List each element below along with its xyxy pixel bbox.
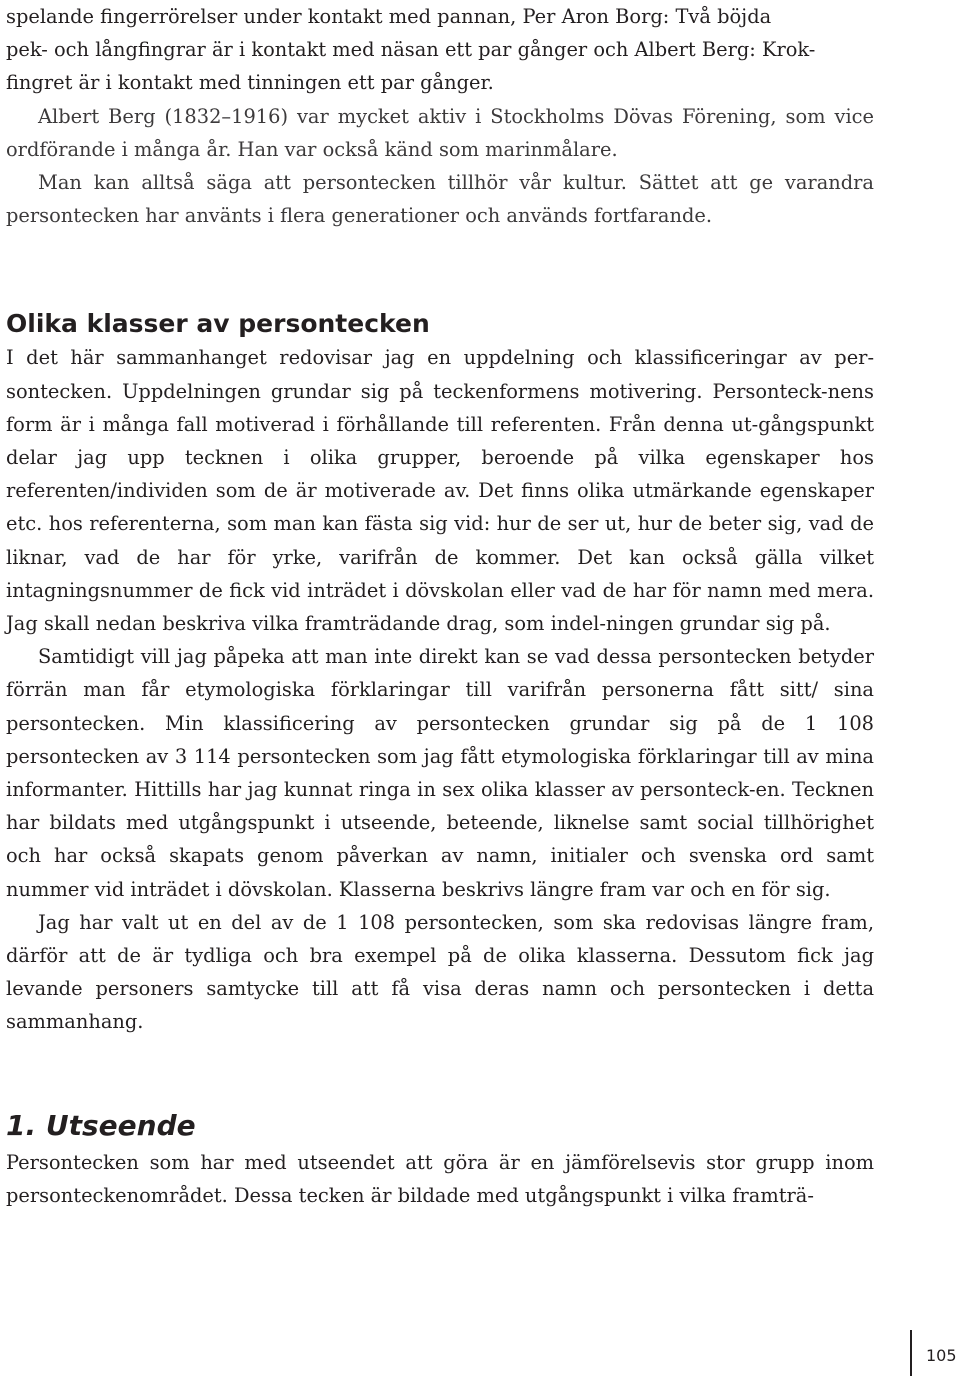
intro-paragraph <box>6 0 874 100</box>
footer-rule <box>910 1330 912 1376</box>
section-paragraph-2: Samtidigt vill jag påpeka att man inte direkt kan se vad dessa persontecken betyder förrän man får etymologiska förklaringar till varifrån personerna fått sitt/ sina persontecken. Min klassificering av persontecken grundar sig på de 1 108 persontecken av 3 114 persontecken som jag fått etymologiska förklaringar till av mina informanter. Hittills har jag kunnat ringa in sex olika klasser av personteck-en. Tecknen har bildats med utgångspunkt i utseende, beteende, liknelse samt social tillhörighet och har också skapats genom påverkan av namn, initialer och svenska ord samt nummer vid inträdet i dövskolan. Klasserna beskrivs längre fram var och en för sig. <box>6 645 874 901</box>
culture-paragraph: Man kan alltså säga att persontecken tillhör vår kultur. Sättet att ge varandra persontecken har använts i flera generationer och används fortfarande. <box>6 171 874 228</box>
section-heading: Olika klasser av persontecken <box>6 309 430 339</box>
document-page <box>6 0 874 1212</box>
footnote-paragraph: Albert Berg (1832–1916) var mycket aktiv i Stockholms Dövas Förening, som vice ordförande i många år. Han var också känd som marinmålare. <box>6 104 874 161</box>
section-paragraph-1: I det här sammanhanget redovisar jag en uppdelning och klassificeringar av per-sontecken. Uppdelningen grundar sig på teckenformens motivering. Personteck-nens form är i många fall motiverad i förhållande till referenten. Från denna ut-gångspunkt delar jag upp tecknen i olika grupper, beroende på vilka egenskaper hos referenten/individen som de är motiverade av. Det finns olika utmärkande egenskaper etc. hos referenterna, som man kan fästa sig vid: hur de ser ut, hur de beter sig, vad de liknar, vad de har för yrke, varifrån de kommer. Det kan också gälla vilket intagningsnummer de fick vid inträdet i dövskolan eller vad de har för namn med mera. Jag skall nedan beskriva vilka framträdande drag, som indel-ningen grundar sig på. <box>6 346 874 636</box>
section-paragraph-3: Jag har valt ut en del av de 1 108 persontecken, som ska redovisas längre fram, därför att de är tydliga och bra exempel på de olika klasserna. Dessutom fick jag levande personers samtycke till att få visa deras namn och persontecken i detta sammanhang. <box>6 910 874 1034</box>
intro-line-3: fingret är i kontakt med tinningen ett par gånger. <box>6 71 494 95</box>
page-footer <box>910 1330 960 1378</box>
subsection-paragraph: Persontecken som har med utseendet att göra är en jämförelsevis stor grupp inom personteckenområdet. Dessa tecken är bildade med utgångspunkt i vilka framträ- <box>6 1150 874 1207</box>
intro-line-1: spelande fingerrörelser under kontakt med pannan, Per Aron Borg: Två böjda <box>6 5 772 28</box>
subsection-heading: 1. Utseende <box>6 1108 196 1142</box>
intro-line-2: pek- och långfingrar är i kontakt med näsan ett par gånger och Albert Berg: Krok- <box>6 38 816 62</box>
page-number: 105 <box>926 1346 957 1365</box>
